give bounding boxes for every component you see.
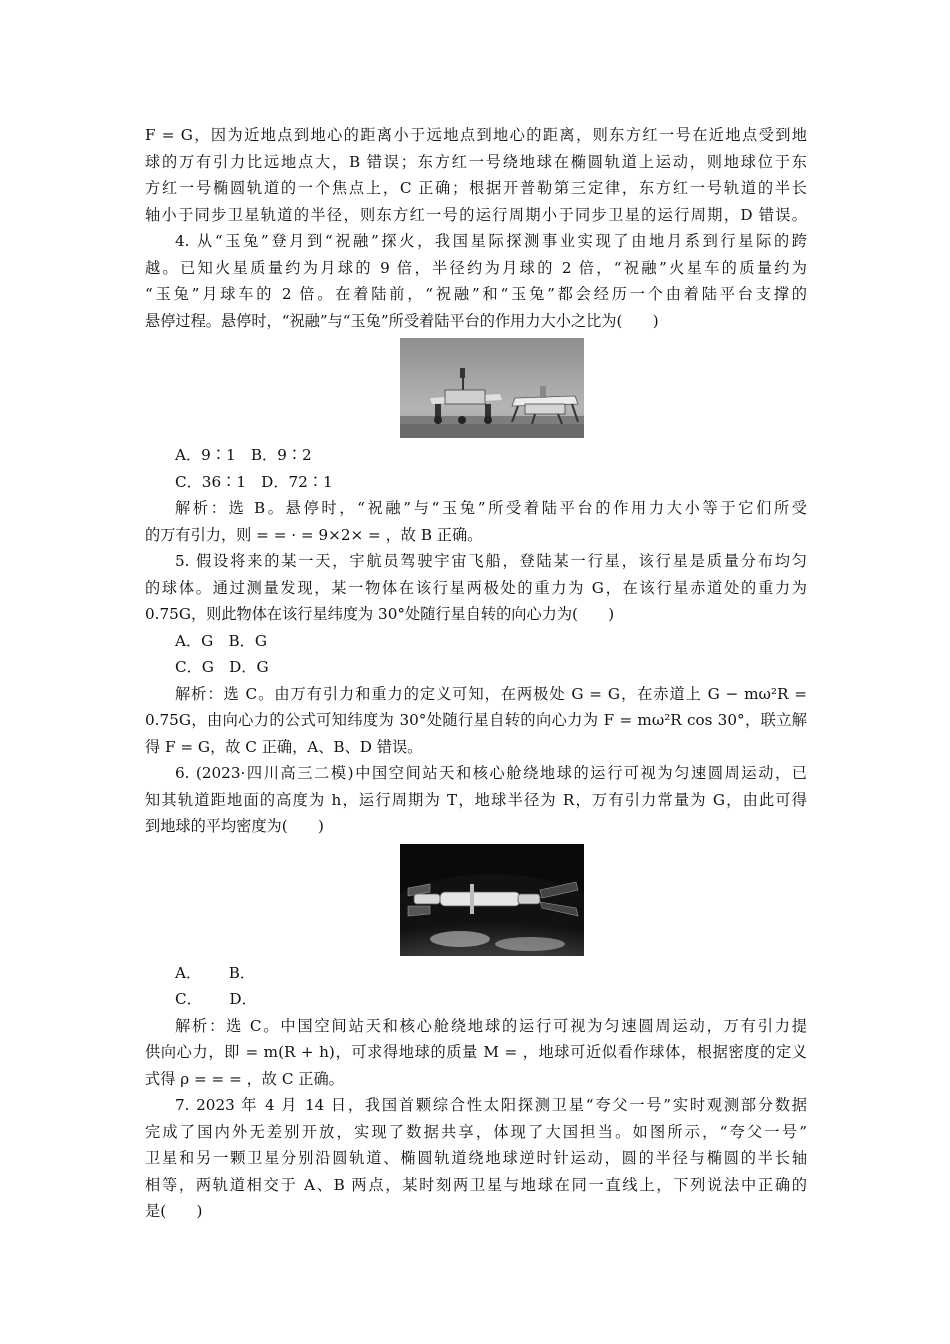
question-stem-line: 4. 从“玉兔”登月到“祝融”探火，我国星际探测事业实现了由地月系到行星际的跨	[175, 232, 807, 250]
answer-line: 的万有引力，则 = = · = 9×2× = ，故 B 正确。	[145, 525, 483, 544]
question-stem-line: 越。已知火星质量约为月球的 9 倍，半径约为月球的 2 倍，“祝融”火星车的质量约为	[145, 258, 807, 277]
question-stem-line: 完成了国内外无差别开放，实现了数据共享，体现了大国担当。如图所示，“夸父一号”	[145, 1122, 807, 1141]
space-station-photo	[400, 844, 584, 956]
answer-line: 解析：选 B。悬停时，“祝融”与“玉兔”所受着陆平台的作用力大小等于它们所受	[175, 499, 807, 517]
question-stem-line: 的球体。通过测量发现，某一物体在该行星两极处的重力为 G，在该行星赤道处的重力为	[145, 578, 807, 597]
options-line: A．9∶1 B．9∶2	[175, 446, 312, 464]
text-line: 轴小于同步卫星轨道的半径，则东方红一号的运行周期小于同步卫星的运行周期，D 错误。	[145, 205, 807, 224]
answer-line: 解析：选 C。由万有引力和重力的定义可知，在两极处 G = G，在赤道上 G − mω²R =	[175, 684, 807, 703]
question-5	[145, 548, 807, 760]
question-stem-line: 相等，两轨道相交于 A、B 两点，某时刻两卫星与地球在同一直线上，下列说法中正确的	[145, 1175, 807, 1194]
question-4	[145, 228, 807, 548]
question-stem-line: 知其轨道距地面的高度为 h，运行周期为 T，地球半径为 R，万有引力常量为 G，由此可得	[145, 790, 807, 809]
question-stem-line: 6. (2023·四川高三二模)中国空间站天和核心舱绕地球的运行可视为匀速圆周运动，已	[175, 764, 807, 782]
answer-line: 式得 ρ = = = ，故 C 正确。	[145, 1069, 344, 1088]
text-line: 方红一号椭圆轨道的一个焦点上，C 正确；根据开普勒第三定律，东方红一号轨道的半长	[145, 179, 807, 197]
previous-answer-continuation	[145, 122, 807, 228]
question-6	[145, 760, 807, 1092]
options-line: A． B．	[175, 963, 256, 982]
text-line: F = G，因为近地点到地心的距离小于远地点到地心的距离，则东方红一号在近地点受到地	[145, 126, 807, 144]
question-stem-line: 5. 假设将来的某一天，宇航员驾驶宇宙飞船，登陆某一行星，该行星是质量分布均匀	[175, 552, 807, 570]
options-line: C．36∶1 D．72∶1	[175, 472, 333, 491]
answer-line: 0.75G，由向心力的公式可知纬度为 30°处随行星自转的向心力为 F = mω²R cos 30°，联立解	[145, 711, 807, 729]
rover-lander-photo	[400, 338, 584, 438]
question-stem-line: 到地球的平均密度为( )	[145, 817, 324, 835]
answer-line: 得 F = G，故 C 正确，A、B、D 错误。	[145, 737, 423, 756]
text-line: 球的万有引力比远地点大，B 错误；东方红一号绕地球在椭圆轨道上运动，则地球位于东	[145, 152, 807, 171]
question-stem-line: 7. 2023 年 4 月 14 日，我国首颗综合性太阳探测卫星“夸父一号”实时观测部分数据	[175, 1096, 807, 1114]
document-page	[145, 122, 807, 1225]
question-stem-line: 卫星和另一颗卫星分别沿圆轨道、椭圆轨道绕地球逆时针运动，圆的半径与椭圆的半长轴	[145, 1149, 807, 1167]
question-stem-line: “玉兔”月球车的 2 倍。在着陆前，“祝融”和“玉兔”都会经历一个由着陆平台支撑的	[145, 285, 807, 303]
question-stem-line: 是( )	[145, 1202, 203, 1220]
answer-line: 解析：选 C。中国空间站天和核心舱绕地球的运行可视为匀速圆周运动，万有引力提	[175, 1016, 807, 1035]
options-line: C．G D．G	[175, 658, 269, 676]
options-line: C． D．	[175, 990, 257, 1008]
question-7	[145, 1092, 807, 1225]
answer-line: 供向心力，即 = m(R + h)，可求得地球的质量 M = ，地球可近似看作球体，根据密度的定义	[145, 1043, 807, 1061]
question-stem-line: 0.75G，则此物体在该行星纬度为 30°处随行星自转的向心力为( )	[145, 605, 615, 623]
question-stem-line: 悬停过程。悬停时，“祝融”与“玉兔”所受着陆平台的作用力大小之比为( )	[145, 311, 659, 330]
options-line: A．G B．G	[175, 631, 267, 650]
